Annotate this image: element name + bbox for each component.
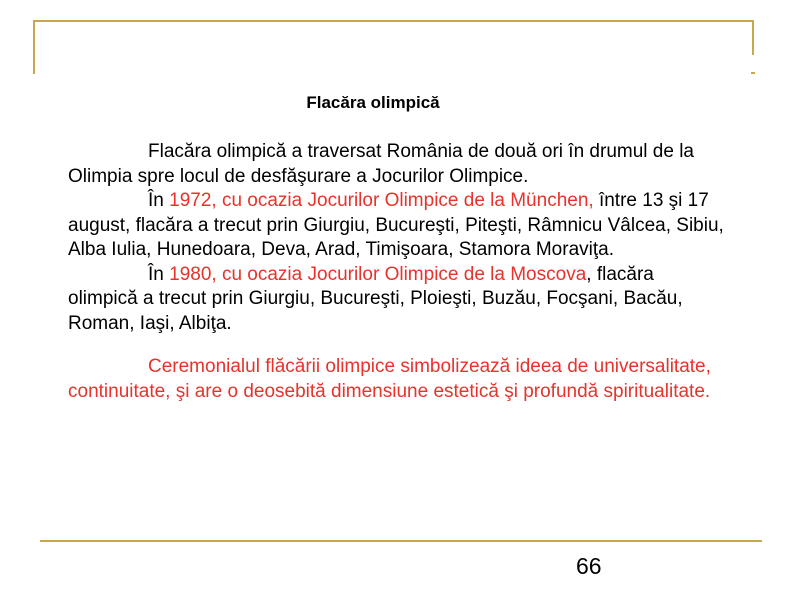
frame-left-rule: [33, 20, 35, 74]
paragraph-1972-highlight: 1972, cu ocazia Jocurilor Olimpice de la München,: [169, 190, 594, 211]
frame-top-rule: [33, 20, 754, 22]
paragraph-1972-lead: În: [148, 190, 170, 211]
paragraph-intro: [68, 140, 728, 189]
paragraph-1980-rest: , flacăra olimpică a trecut prin Giurgiu, Bucureşti, Ploieşti, Buzău, Focşani, Bacău, Roman, Iaşi, Albiţa.: [68, 263, 683, 334]
slide-body: [68, 140, 728, 404]
paragraph-1980-lead: În: [148, 263, 170, 285]
paragraph-1980: [68, 263, 728, 337]
paragraph-ceremonial-text: Ceremonialul flăcării olimpice simbolizează ideea de universalitate, continuitate, şi are o deosebită dimensiune estetică şi profundă spiritualitate.: [68, 356, 711, 402]
paragraph-spacer: [68, 336, 728, 355]
paragraph-1972: [68, 189, 728, 263]
paragraph-intro-text: Flacăra olimpică a traversat România de două ori în drumul de la Olimpia spre locul de desfăşurare a Jocurilor Olimpice.: [68, 141, 694, 187]
slide-title: Flacăra olimpică: [306, 93, 440, 112]
paragraph-1972-rest: între 13 şi 17 august, flacăra a trecut prin Giurgiu, Bucureşti, Piteşti, Râmnicu Vâlcea, Sibiu, Alba Iulia, Hunedoara, Deva, Arad, Timişoara, Stamora Moraviţa.: [68, 190, 724, 260]
paragraph-ceremonial: [68, 355, 728, 404]
paragraph-1980-highlight: 1980, cu ocazia Jocurilor Olimpice de la Moscova: [169, 263, 587, 285]
page-number: 66: [576, 553, 602, 579]
frame-corner-mark: [751, 72, 755, 74]
frame-right-rule: [752, 20, 754, 55]
footer-rule: [40, 540, 762, 542]
